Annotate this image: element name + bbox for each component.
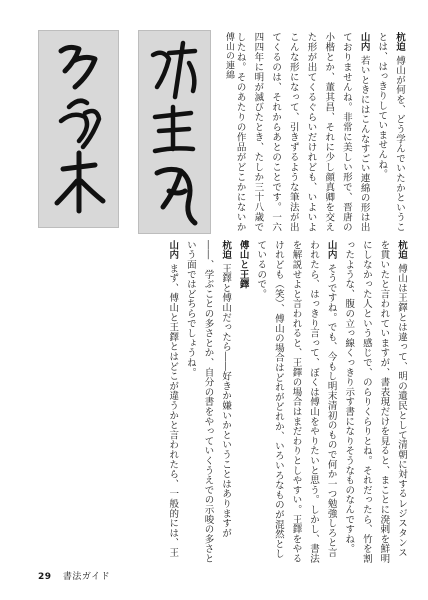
paragraph-text: 若いときにはこんなすごい連綿の形は出ておりませんね。非常に美しい形で、晋唐の小楷とか、董其昌、それに少し顔真卿を交えた形が出てくるぐらいだけれども、いよいよこんな形になって、引きずるような筆法が出てくるのは、それからあとのことです。一六四四年に明が滅びたとき、たしか三十八歳でしたね。そのあたりの作品がどこかにないか [234, 32, 370, 232]
paragraph [164, 240, 182, 565]
paragraph [252, 240, 340, 565]
speaker-name: 杭迫 [396, 240, 407, 260]
figure-caption: 傅山の連綿 [224, 32, 234, 80]
paragraph-text: そうですね。でも、今もし明末清初のもので何か一つ勉強しろと言われたら、はっきり言って、ぼくは傅山をやりたいと思う。しかし、書法を解説せよと言われると、王鐸の場合はまだわりとしやすい。王鐸をやるけれども（笑）、傅山の場合はどれがどれか、いろいろなものが混然としているので。 [255, 240, 337, 564]
page-footer [38, 569, 110, 582]
paragraph-text: 傅山が何を、どう学んでいたかということは、はっきりしていませんね。 [376, 32, 405, 232]
calligraphy-image-right [138, 30, 211, 234]
speaker-name: 杭迫 [394, 32, 405, 52]
body-text-lower [40, 240, 410, 565]
paragraph [181, 240, 234, 565]
calligraphy-brush-strokes-right [139, 31, 210, 233]
paragraph [340, 240, 410, 565]
speaker-name: 杭迫 [220, 240, 232, 260]
paragraph-text: まず、傅山と王鐸とはどこが違うかと言われたら、一般的には、王 [167, 263, 179, 558]
paragraph [230, 32, 373, 232]
speaker-name: 山内 [167, 240, 179, 260]
paragraph-text: 王鐸と傅山だったら――好きか嫌いかということはありますが――、学ぶことの多さとか、自分の書をやっていくうえでの示唆の多さという面ではどちらでしょうね。 [184, 240, 232, 564]
paragraph [373, 32, 408, 232]
speaker-name: 山内 [325, 240, 337, 260]
body-text-upper [230, 32, 408, 232]
speaker-name: 山内 [358, 32, 370, 52]
publication-title: 書法ガイド [62, 572, 111, 582]
page-number: 29 [38, 572, 52, 582]
paragraph-text: 傅山は王鐸とは違って、明の遺民として清朝に対するレジスタンスを貫いたと言われていますが、書表現だけを見ると、まことに溌剌を鮮明にしなかった人という感じで、のらりくらりとね。それだったら、竹を割ったような、腹の立っ線くっきり示す書になりそうなものなんですね。 [343, 240, 407, 564]
section-heading: 傅山と王鐸 [237, 240, 249, 289]
calligraphy-image-left [38, 30, 119, 228]
calligraphy-brush-strokes-left [39, 31, 118, 227]
